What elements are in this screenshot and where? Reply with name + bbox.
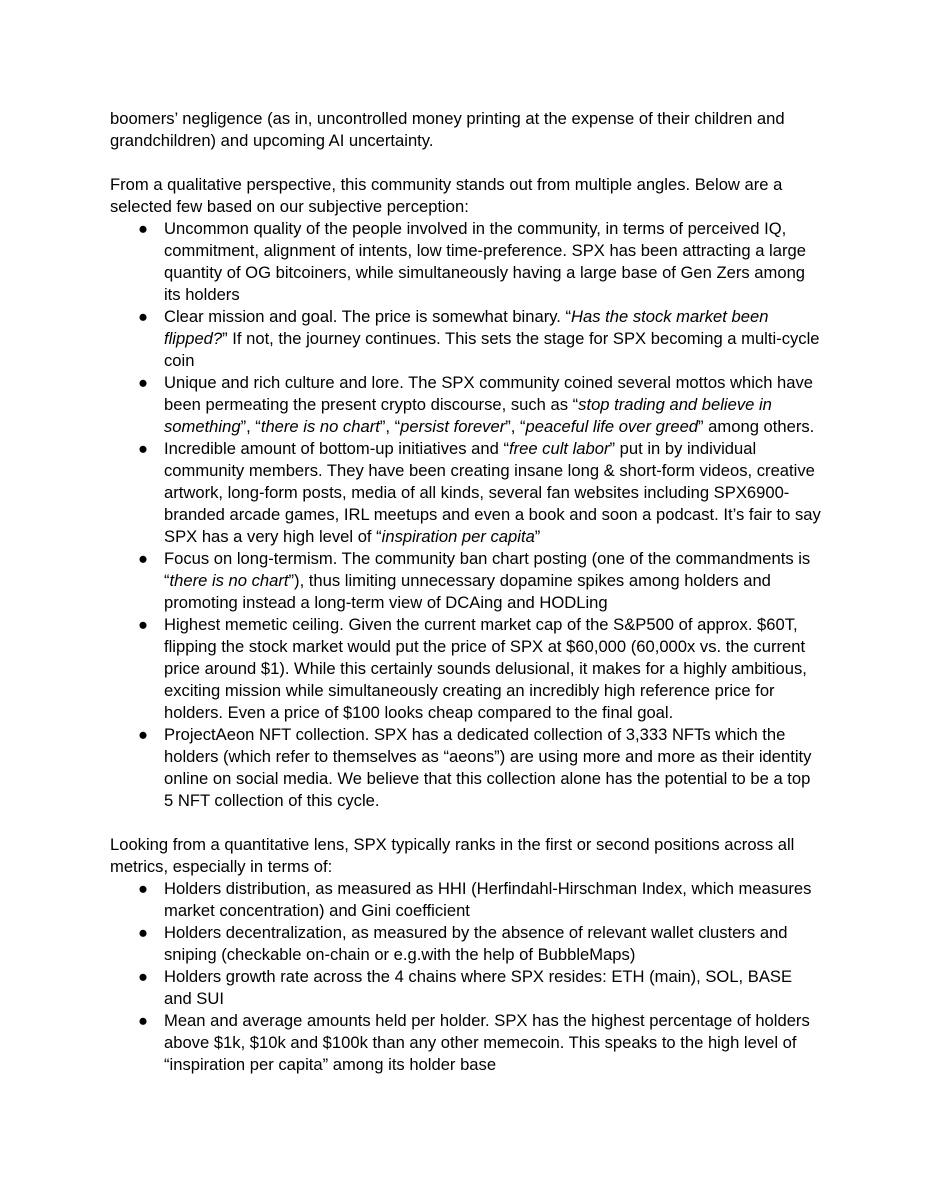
bullet-icon: ● [138, 725, 149, 744]
paragraph-spacer [110, 152, 822, 174]
qualitative-item-long-termism: ● Focus on long-termism. The community ban chart posting (one of the commandments is “there is no chart”), thus limiting unnecessary dopamine spikes among holders and promoting instead a long-term view of DCAing and HODLing [138, 549, 811, 612]
qualitative-item-memetic-ceiling: ● Highest memetic ceiling. Given the current market cap of the S&P500 of approx. $60T, flipping the stock market would put the price of SPX at $60,000 (60,000x vs. the current price around $1). While this certainly sounds delusional, it makes for a highly ambitious, exciting mission while simultaneously creating an incredibly high reference price for holders. Even a price of $100 looks cheap compared to the final goal. [138, 615, 807, 722]
bullet-icon: ● [138, 967, 149, 986]
intro-paragraph: boomers’ negligence (as in, uncontrolled money printing at the expense of their children and grandchildren) and upcoming AI uncertainty. [110, 109, 785, 150]
qualitative-item-nft-collection: ● ProjectAeon NFT collection. SPX has a dedicated collection of 3,333 NFTs which the holders (which refer to themselves as “aeons”) are using more and more as their identity online on social media. We believe that this collection alone has the potential to be a top 5 NFT collection of this cycle. [138, 725, 812, 810]
bullet-icon: ● [138, 307, 149, 326]
bullet-icon: ● [138, 219, 149, 238]
paragraph-spacer [110, 812, 822, 834]
qualitative-paragraph: From a qualitative perspective, this community stands out from multiple angles. Below are a selected few based on our subjective perception: [110, 175, 783, 216]
qualitative-item-initiatives: ● Incredible amount of bottom-up initiatives and “free cult labor” put in by individual community members. They have been creating insane long & short-form videos, creative artwork, long-form posts, media of all kinds, several fan websites including SPX6900-branded arcade games, IRL meetups and even a book and soon a podcast. It’s fair to say SPX has a very high level of “inspiration per capita” [138, 439, 821, 546]
bullet-icon: ● [138, 923, 149, 942]
bullet-icon: ● [138, 879, 149, 898]
bullet-icon: ● [138, 1011, 149, 1030]
quantitative-list [110, 878, 822, 1076]
qualitative-item-culture: ● Unique and rich culture and lore. The SPX community coined several mottos which have been permeating the present crypto discourse, such as “stop trading and believe in something”, “there is no chart”, “persist forever”, “peaceful life over greed” among others. [138, 373, 815, 436]
qualitative-item-mission: ● Clear mission and goal. The price is somewhat binary. “Has the stock market been flipped?” If not, the journey continues. This sets the stage for SPX becoming a multi-cycle coin [138, 307, 820, 370]
quantitative-paragraph: Looking from a quantitative lens, SPX typically ranks in the first or second positions across all metrics, especially in terms of: [110, 835, 795, 876]
qualitative-item-community-quality: ● Uncommon quality of the people involved in the community, in terms of perceived IQ, commitment, alignment of intents, low time-preference. SPX has been attracting a large quantity of OG bitcoiners, while simultaneously having a large base of Gen Zers among its holders [138, 219, 806, 304]
bullet-icon: ● [138, 373, 149, 392]
quantitative-item-holdings: ● Mean and average amounts held per holder. SPX has the highest percentage of holders above $1k, $10k and $100k than any other memecoin. This speaks to the high level of “inspiration per capita” among its holder base [138, 1011, 810, 1074]
qualitative-list [110, 218, 822, 812]
document-body [110, 108, 822, 1076]
quantitative-item-growth-rate: ● Holders growth rate across the 4 chains where SPX resides: ETH (main), SOL, BASE and SUI [138, 967, 793, 1008]
bullet-icon: ● [138, 615, 149, 634]
quantitative-item-distribution: ● Holders distribution, as measured as HHI (Herfindahl-Hirschman Index, which measures market concentration) and Gini coefficient [138, 879, 812, 920]
bullet-icon: ● [138, 549, 149, 568]
bullet-icon: ● [138, 439, 149, 458]
quantitative-item-decentralization: ● Holders decentralization, as measured by the absence of relevant wallet clusters and sniping (checkable on-chain or e.g.with the help of BubbleMaps) [138, 923, 788, 964]
